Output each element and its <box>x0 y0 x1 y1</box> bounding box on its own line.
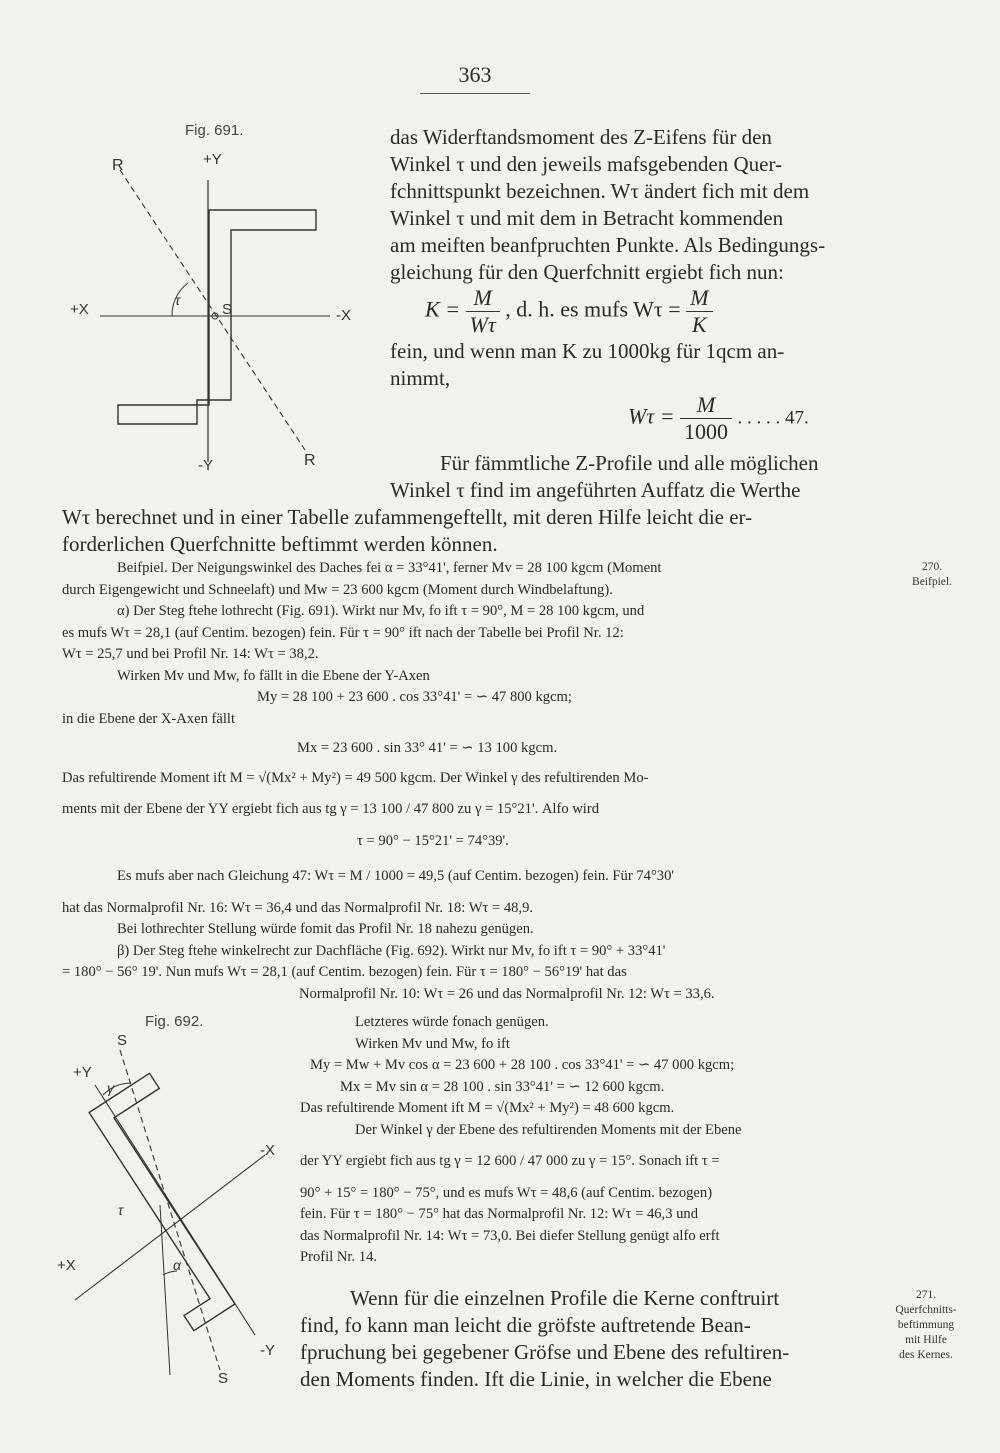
final-line: Wenn für die einzelnen Profile die Kerne conftruirt <box>350 1286 780 1310</box>
example-line: Wirken Mv und Mw, fo fällt in die Ebene der Y-Axen <box>117 667 430 684</box>
example-line: β) Der Steg ftehe winkelrecht zur Dachfläche (Fig. 692). Wirkt nur Mv, fo ift τ = 90° + 33°41' <box>117 942 666 959</box>
intro-line: Winkel τ und mit dem in Betracht kommenden <box>390 206 784 230</box>
fig-692-label-x-right: -X <box>260 1142 275 1159</box>
example-line: das Normalprofil Nr. 14: Wτ = 73,0. Bei diefer Stellung genügt alfo erft <box>300 1227 720 1244</box>
fig-691-label-y-bottom: -Y <box>198 457 213 474</box>
margin-note-271-line: beftimmung <box>897 1319 955 1331</box>
equation-47-tag: . . . . . 47. <box>737 407 809 429</box>
fig-691-label-r-bottom: R <box>304 452 316 469</box>
equation-k <box>425 285 885 338</box>
example-line: hat das Normalprofil Nr. 16: Wτ = 36,4 und das Normalprofil Nr. 18: Wτ = 48,9. <box>62 899 534 916</box>
fig-691-label-r-top: R <box>112 157 124 174</box>
para2-line-0: Für fämmtliche Z-Profile und alle möglichen <box>440 451 819 475</box>
equation-k-numerator: M <box>466 285 500 312</box>
final-line: find, fo kann man leicht die gröfste auftretende Bean- <box>300 1313 751 1337</box>
fig-691-label-tau: τ <box>175 292 181 308</box>
example-line: Das refultirende Moment ift M = √(Mx² + My²) = 49 500 kgcm. Der Winkel γ des refultirenden Mo- <box>62 769 649 786</box>
margin-note-271-line: Querfchnitts- <box>895 1304 957 1316</box>
example-line: Mx = Mv sin α = 28 100 . sin 33°41' = ∽ 12 600 kgcm. <box>340 1078 665 1095</box>
intro-paragraph <box>390 124 880 286</box>
fig-692-label-y-bottom: -Y <box>260 1342 275 1359</box>
fig-691-label-x-right: -X <box>336 307 351 324</box>
equation-47-lhs: Wτ = <box>628 403 675 429</box>
fig-692-z-profile-diagram <box>55 1025 295 1395</box>
fig-691-z-profile-diagram <box>60 140 380 480</box>
example-line: α) Der Steg ftehe lothrecht (Fig. 691). Wirkt nur Mv, fo ift τ = 90°, M = 28 100 kgcm, und <box>117 603 645 619</box>
example-line: Es mufs aber nach Gleichung 47: Wτ = M / 1000 = 49,5 (auf Centim. bezogen) fein. Für 74°30' <box>117 868 674 884</box>
final-line: den Moments finden. Ift die Linie, in welcher die Ebene <box>300 1367 772 1391</box>
margin-note-271-line: mit Hilfe <box>905 1334 947 1346</box>
intro-line: gleichung für den Querfchnitt ergiebt fich nun: <box>390 260 784 284</box>
equation-47-fraction <box>680 392 732 445</box>
example-line: Wirken Mv und Mw, fo ift <box>355 1035 510 1052</box>
equation-47-numerator: M <box>680 392 732 419</box>
margin-note-271-line: des Kernes. <box>899 1349 953 1361</box>
equation-47 <box>628 392 888 445</box>
equation-w-fraction <box>686 285 712 338</box>
margin-note-270 <box>892 560 972 590</box>
fig-692-label-y-top: +Y <box>73 1064 92 1081</box>
example-line: durch Eigengewicht und Schneelaft) und Mw = 23 600 kgcm (Moment durch Windbelaftung). <box>62 581 613 598</box>
para2-line-2: Wτ berechnet und in einer Tabelle zufammengeftellt, mit deren Hilfe leicht die er- <box>62 505 753 529</box>
example-line: Letzteres würde fonach genügen. <box>355 1014 549 1030</box>
fig-691-label-x-left: +X <box>70 301 89 318</box>
example-line: Mx = 23 600 . sin 33° 41' = ∽ 13 100 kgcm. <box>297 740 558 756</box>
example-line: Bei lothrechter Stellung würde fomit das Profil Nr. 18 nahezu genügen. <box>117 921 534 937</box>
example-line: Profil Nr. 14. <box>300 1249 378 1265</box>
example-line: in die Ebene der X-Axen fällt <box>62 710 236 727</box>
text-line: nimmt, <box>390 366 451 390</box>
intro-line: fchnittspunkt bezeichnen. Wτ ändert fich mit dem <box>390 179 810 203</box>
margin-note-270-number: 270. <box>921 561 943 573</box>
margin-note-270-title: Beifpiel. <box>912 576 952 588</box>
example-line: Der Winkel γ der Ebene des refultirenden Moments mit der Ebene <box>355 1121 742 1138</box>
final-line: fpruchung bei gegebener Gröfse und Ebene des refultiren- <box>300 1340 790 1364</box>
equation-w-denominator: K <box>692 312 707 337</box>
example-line: My = Mw + Mv cos α = 23 600 + 28 100 . cos 33°41' = ∽ 47 000 kgcm; <box>310 1057 735 1073</box>
example-line: Normalprofil Nr. 10: Wτ = 26 und das Normalprofil Nr. 12: Wτ = 33,6. <box>299 985 715 1002</box>
text-line: fein, und wenn man K zu 1000kg für 1qcm an- <box>390 339 785 363</box>
equation-w-numerator: M <box>686 285 712 312</box>
example-line: Beifpiel. Der Neigungswinkel des Daches fei α = 33°41', ferner Mv = 28 100 kgcm (Moment <box>117 560 662 576</box>
para2-line-3: forderlichen Querfchnitte beftimmt werden können. <box>62 532 498 556</box>
fig-692-label-x-left: +X <box>57 1257 76 1274</box>
fig-692-label-alpha: α <box>173 1257 181 1273</box>
example-line: es mufs Wτ = 28,1 (auf Centim. bezogen) fein. Für τ = 90° ift nach der Tabelle bei Profil Nr. 12: <box>62 624 624 641</box>
fig-692-label-s-top: S <box>117 1032 128 1049</box>
page-number-rule <box>420 93 530 94</box>
after-equation-paragraph <box>390 338 880 392</box>
example-line: My = 28 100 + 23 600 . cos 33°41' = ∽ 47 800 kgcm; <box>257 689 572 705</box>
fig-691-caption: Fig. 691. <box>185 122 244 139</box>
fig-691-label-y-top: +Y <box>203 151 222 168</box>
fig-692-label-gamma: γ <box>107 1080 114 1096</box>
margin-note-271-number: 271. <box>915 1289 937 1301</box>
example-line: = 180° − 56° 19'. Nun mufs Wτ = 28,1 (auf Centim. bezogen) fein. Für τ = 180° − 56°19' hat das <box>62 964 627 980</box>
equation-47-denominator: 1000 <box>684 419 729 444</box>
example-line: Wτ = 25,7 und bei Profil Nr. 14: Wτ = 38,2. <box>62 646 319 662</box>
fig-692-label-tau: τ <box>118 1202 124 1218</box>
example-line: Das refultirende Moment ift M = √(Mx² + My²) = 48 600 kgcm. <box>300 1100 675 1116</box>
intro-line: das Widerftandsmoment des Z-Eifens für den <box>390 125 772 149</box>
page-number: 363 <box>458 62 492 87</box>
final-paragraph <box>300 1285 870 1393</box>
intro-line: Winkel τ und den jeweils mafsgebenden Quer- <box>390 152 783 176</box>
equation-k-denominator: Wτ <box>469 312 496 337</box>
example-line: ments mit der Ebene der YY ergiebt fich aus tg γ = 13 100 / 47 800 zu γ = 15°21'. Alfo wird <box>62 801 600 817</box>
equation-k-lhs: K = <box>425 296 461 322</box>
example-block <box>62 558 882 1005</box>
margin-note-271 <box>876 1288 976 1363</box>
equation-k-fraction <box>466 285 500 338</box>
para2-line-1: Winkel τ find im angeführten Auffatz die Werthe <box>390 478 801 502</box>
example-line: der YY ergiebt fich aus tg γ = 12 600 / 47 000 zu γ = 15°. Sonach ift τ = <box>300 1153 720 1169</box>
equation-k-middle: , d. h. es mufs Wτ = <box>505 296 681 322</box>
fig-691-label-s: S <box>222 301 233 318</box>
example-line: τ = 90° − 15°21' = 74°39'. <box>357 832 509 849</box>
example-line: fein. Für τ = 180° − 75° hat das Normalprofil Nr. 12: Wτ = 46,3 und <box>300 1206 699 1222</box>
example-line: 90° + 15° = 180° − 75°, und es mufs Wτ = 48,6 (auf Centim. bezogen) <box>300 1184 713 1201</box>
intro-line: am meiften beanfpruchten Punkte. Als Bedingungs- <box>390 233 826 257</box>
fig-692-caption: Fig. 692. <box>145 1013 204 1030</box>
example-block-beta <box>300 1012 870 1269</box>
fig-692-label-s-bottom: S <box>218 1370 229 1387</box>
